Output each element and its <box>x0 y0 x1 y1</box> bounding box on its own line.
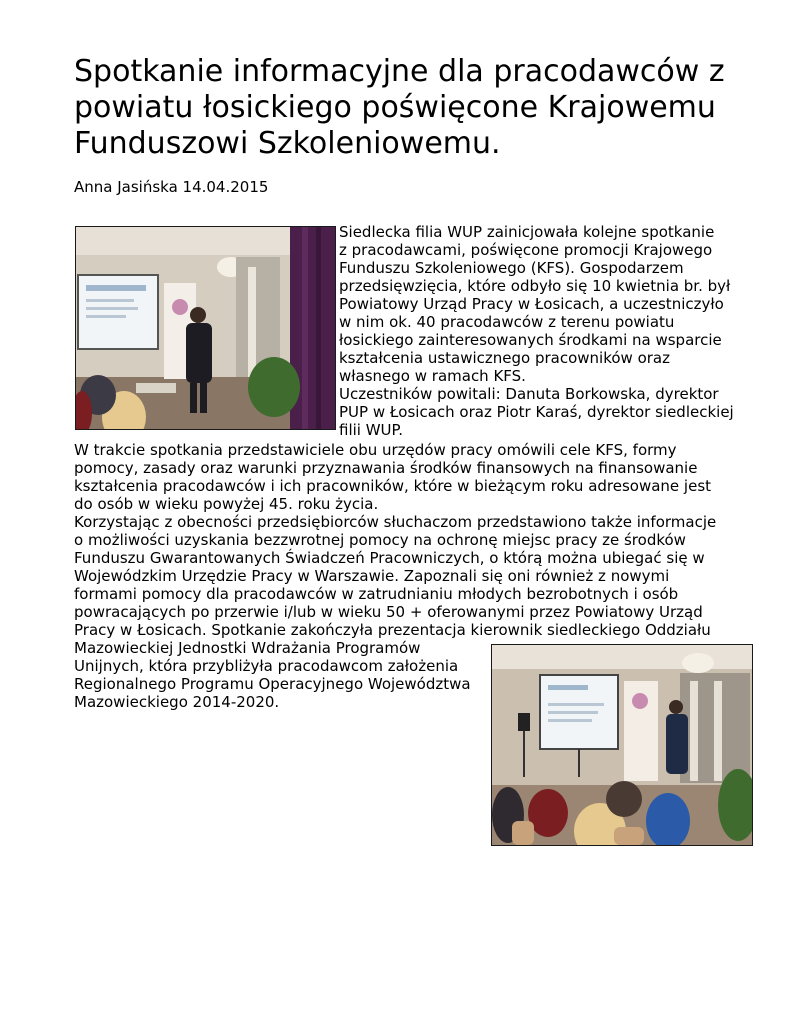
text-line: Mazowieckiej Jednostki Wdrażania Programów <box>74 639 421 657</box>
text-line: Powiatowy Urząd Pracy w Łosicach, a uczestniczyło <box>339 295 724 313</box>
text-line: PUP w Łosicach oraz Piotr Karaś, dyrektor siedleckiej <box>339 403 734 421</box>
text-line: Korzystając z obecności przedsiębiorców słuchaczom przedstawiono także informacje <box>74 513 717 531</box>
byline: Anna Jasińska 14.04.2015 <box>74 178 269 196</box>
text-line: Unijnych, która przybliżyła pracodawcom założenia <box>74 657 459 675</box>
text-line: powracających po przerwie i/lub w wieku 50 + oferowanymi przez Powiatowy Urząd <box>74 603 703 621</box>
photo-audience-image <box>492 645 752 845</box>
text-line: Pracy w Łosicach. Spotkanie zakończyła prezentacja kierownik siedleckiego Oddziału <box>74 621 711 639</box>
text-line: do osób w wieku powyżej 45. roku życia. <box>74 495 379 513</box>
photo-audience-presentation <box>491 644 753 846</box>
text-line: Mazowieckiego 2014-2020. <box>74 693 280 711</box>
text-line: Uczestników powitali: Danuta Borkowska, dyrektor <box>339 385 719 403</box>
article-paragraph-main <box>74 441 716 639</box>
text-line: filii WUP. <box>339 421 404 439</box>
text-line: Regionalnego Programu Operacyjnego Województwa <box>74 675 471 693</box>
text-line: formami pomocy dla pracodawców w zatrudnianiu młodych bezrobotnych i osób <box>74 585 679 603</box>
title-line: Spotkanie informacyjne dla pracodawców z <box>74 54 725 89</box>
text-line: z pracodawcami, poświęcone promocji Krajowego <box>339 241 713 259</box>
text-line: przedsięwzięcia, które odbyło się 10 kwietnia br. był <box>339 277 731 295</box>
title-line: Funduszowi Szkoleniowemu. <box>74 126 501 161</box>
text-line: pomocy, zasady oraz warunki przyznawania środków finansowych na finansowanie <box>74 459 698 477</box>
photo-speaker-image <box>76 227 335 429</box>
text-line: Wojewódzkim Urzędzie Pracy w Warszawie. Zapoznali się oni również z nowymi <box>74 567 670 585</box>
article-paragraph-intro <box>339 223 734 439</box>
article-paragraph-closing <box>74 639 471 711</box>
text-line: kształcenia ustawicznego pracowników oraz <box>339 349 670 367</box>
photo-speaker-presentation <box>75 226 336 430</box>
text-line: Funduszu Szkoleniowego (KFS). Gospodarzem <box>339 259 684 277</box>
text-line: w nim ok. 40 pracodawców z terenu powiatu <box>339 313 675 331</box>
text-line: kształcenia pracodawców i ich pracowników, które w bieżącym roku adresowane jest <box>74 477 712 495</box>
text-line: o możliwości uzyskania bezzwrotnej pomocy na ochronę miejsc pracy ze środków <box>74 531 686 549</box>
text-line: Siedlecka filia WUP zainicjowała kolejne spotkanie <box>339 223 715 241</box>
article-title <box>74 54 764 162</box>
title-line: powiatu łosickiego poświęcone Krajowemu <box>74 90 716 125</box>
text-line: W trakcie spotkania przedstawiciele obu urzędów pracy omówili cele KFS, formy <box>74 441 677 459</box>
text-line: własnego w ramach KFS. <box>339 367 526 385</box>
text-line: łosickiego zainteresowanych środkami na wsparcie <box>339 331 722 349</box>
text-line: Funduszu Gwarantowanych Świadczeń Pracowniczych, o którą można ubiegać się w <box>74 549 705 567</box>
